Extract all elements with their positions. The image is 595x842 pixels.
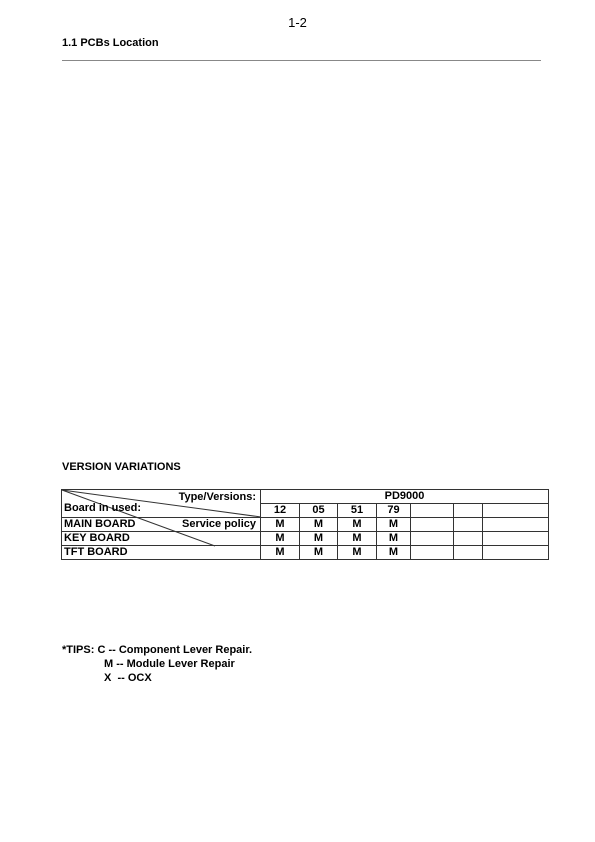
- policy-cell: [483, 546, 549, 560]
- section-title: 1.1 PCBs Location: [62, 37, 159, 49]
- policy-cell: [454, 518, 483, 532]
- version-cell: [483, 504, 549, 518]
- version-cell: 79: [377, 504, 411, 518]
- policy-cell: M: [338, 546, 377, 560]
- version-cell: 05: [300, 504, 338, 518]
- policy-cell: M: [261, 546, 300, 560]
- policy-cell: [454, 546, 483, 560]
- policy-cell: M: [300, 518, 338, 532]
- policy-cell: M: [338, 532, 377, 546]
- policy-cell: M: [300, 532, 338, 546]
- header-rule: [62, 60, 541, 61]
- policy-cell: [483, 518, 549, 532]
- table-header-row: [62, 490, 549, 504]
- policy-cell: [454, 532, 483, 546]
- policy-cell: M: [300, 546, 338, 560]
- policy-cell: [411, 532, 454, 546]
- tips-line-ocx: X -- OCX: [104, 672, 152, 684]
- page-number: 1-2: [288, 15, 307, 30]
- policy-cell: M: [377, 546, 411, 560]
- table-row: [62, 546, 549, 560]
- tips-block: [62, 643, 252, 685]
- policy-cell: M: [261, 518, 300, 532]
- series-name: PD9000: [261, 490, 549, 504]
- service-policy-label: Service policy: [182, 518, 256, 530]
- version-cell: 12: [261, 504, 300, 518]
- board-name: MAIN BOARD: [62, 518, 261, 532]
- type-versions-label: Type/Versions:: [178, 491, 256, 503]
- tips-line-component: *TIPS: C -- Component Lever Repair.: [62, 644, 253, 656]
- version-variations-heading: VERSION VARIATIONS: [62, 461, 181, 473]
- version-cell: [454, 504, 483, 518]
- policy-cell: M: [377, 518, 411, 532]
- policy-cell: [483, 532, 549, 546]
- board-in-used-label: Board in used:: [64, 502, 142, 514]
- policy-cell: [411, 546, 454, 560]
- board-name: KEY BOARD: [62, 532, 261, 546]
- policy-cell: [411, 518, 454, 532]
- board-name: TFT BOARD: [62, 546, 261, 560]
- version-cell: [411, 504, 454, 518]
- policy-cell: M: [261, 532, 300, 546]
- version-cell: 51: [338, 504, 377, 518]
- version-variations-table: [61, 489, 549, 560]
- policy-cell: M: [377, 532, 411, 546]
- tips-line-module: M -- Module Lever Repair: [104, 658, 235, 670]
- policy-cell: M: [338, 518, 377, 532]
